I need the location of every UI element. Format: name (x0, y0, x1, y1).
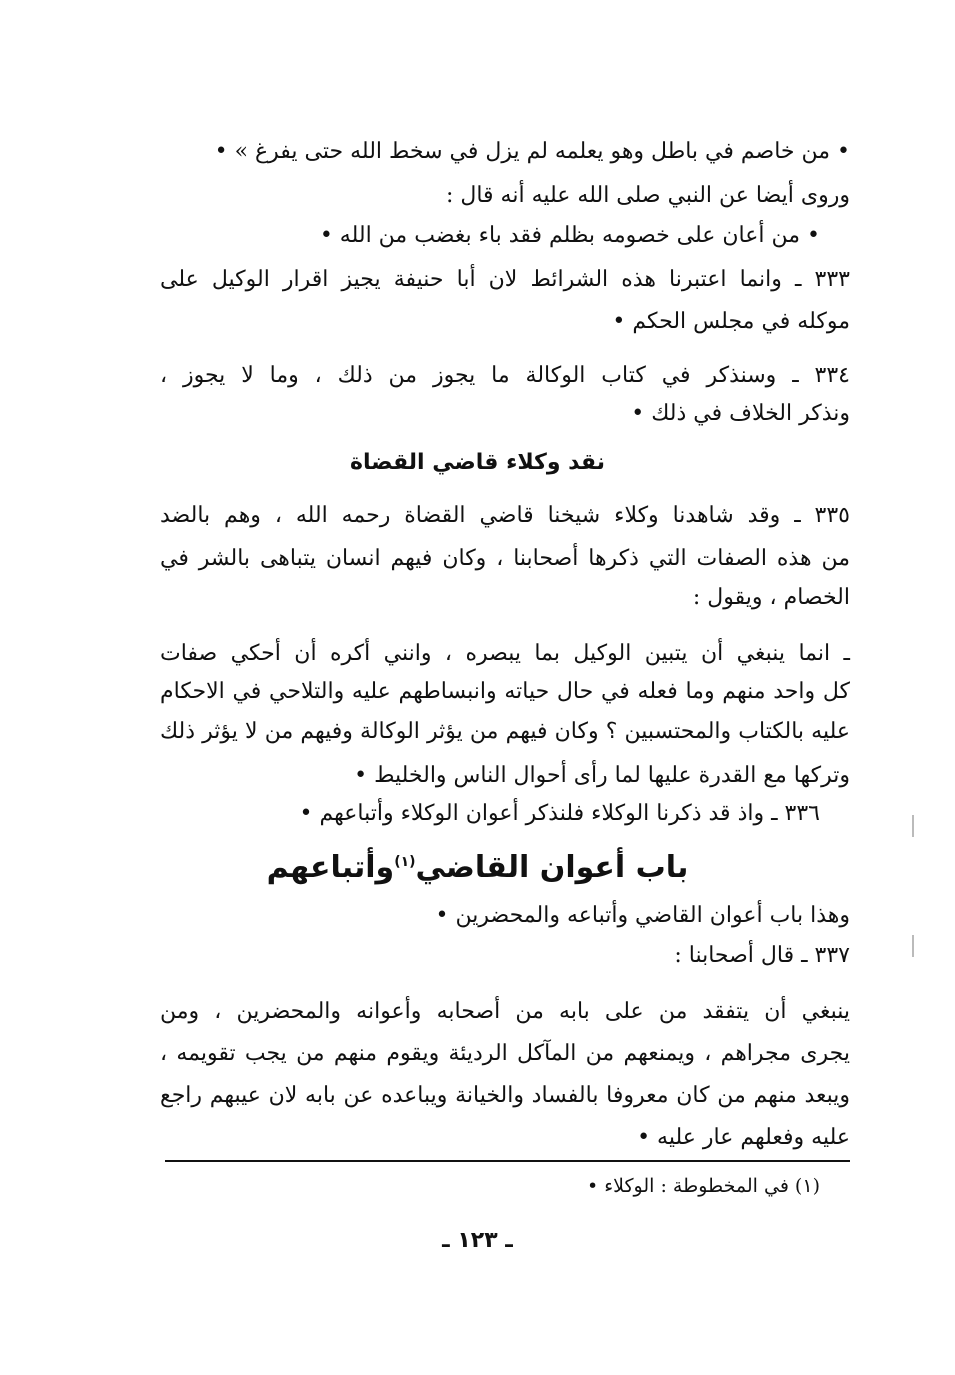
text-line: موكله في مجلس الحكم • (612, 309, 850, 334)
scan-edge-mark (912, 935, 914, 957)
text-line: ـ انما ينبغي أن يتبين الوكيل بما يبصره ، وانني أكره أن أحكي صفات (160, 641, 850, 666)
text-line: الخصام ، ويقول : (692, 585, 850, 610)
text-line: عليه وفعلهم عار عليه • (637, 1125, 850, 1150)
footnote-divider (165, 1160, 850, 1162)
footnote-text: (١) في المخطوطة : الوكلاء • (586, 1175, 820, 1197)
text-line: ٣٣٤ ـ وسنذكر في كتاب الوكالة ما يجوز من ذلك ، وما لا يجوز ، (160, 363, 850, 388)
text-line: من هذه الصفات التي ذكرها أصحابنا ، وكان فيهم انسان يتباهى بالشر في (160, 546, 850, 571)
text-line: يجرى مجراهم ، ويمنعهم من المآكل الرديئة ويقوم منهم من يجب تقويمه ، (160, 1041, 850, 1066)
text-line: ٣٣٦ ـ واذ قد ذكرنا الوكلاء فلنذكر أعوان الوكلاء وأتباعهم • (299, 801, 820, 826)
footnote-marker: (١) (394, 854, 416, 870)
page-number: ـ ١٢٣ ـ (442, 1228, 513, 1253)
text-line: • من خاصم في باطل وهو يعلمه لم يزل في سخط الله حتى يفرغ » • (214, 139, 850, 164)
text-line: عليه بالكتاب والمحتسبين ؟ وكان فيهم من يؤثر الوكالة وفيهم من لا يؤثر ذلك (160, 719, 850, 744)
text-line: ٣٣٥ ـ وقد شاهدنا وكلاء شيخنا قاضي القضاة رحمه الله ، وهم بالضد (160, 503, 850, 528)
text-line: ٣٣٧ ـ قال أصحابنا : (674, 943, 850, 968)
text-line: ونذكر الخلاف في ذلك • (631, 401, 850, 426)
text-line: ٣٣٣ ـ وانما اعتبرنا هذه الشرائط لان أبا حنيفة يجيز اقرار الوكيل على (160, 267, 850, 292)
text-line: وهذا باب أعوان القاضي وأتباعه والمحضرين • (435, 903, 850, 928)
scan-edge-mark (912, 815, 914, 837)
section-heading: نقد وكلاء قاضي القضاة (350, 450, 605, 475)
chapter-heading-text: باب أعوان القاضي (415, 850, 689, 885)
text-line: ينبغي أن يتفقد من على بابه من أصحابه وأعوانه والمحضرين ، ومن (160, 999, 850, 1024)
chapter-heading-tail: وأتباعهم (266, 850, 395, 885)
text-line: • من أعان على خصومه بظلم فقد باء بغضب من الله • (319, 223, 820, 248)
text-line: وتركها مع القدرة عليها لما رأى أحوال الناس والخليط • (354, 763, 850, 788)
text-line: كل واحد منهم وما فعله في حال حياته وانبساطهم عليه والتلاحي في الاحكام (160, 679, 850, 704)
text-line: ويبعد منهم من كان معروفا بالفساد والخيانة ويباعده عن بابه لان عيبهم راجع (160, 1083, 850, 1108)
text-line: وروى أيضا عن النبي صلى الله عليه أنه قال : (445, 183, 850, 208)
chapter-heading (0, 850, 955, 885)
